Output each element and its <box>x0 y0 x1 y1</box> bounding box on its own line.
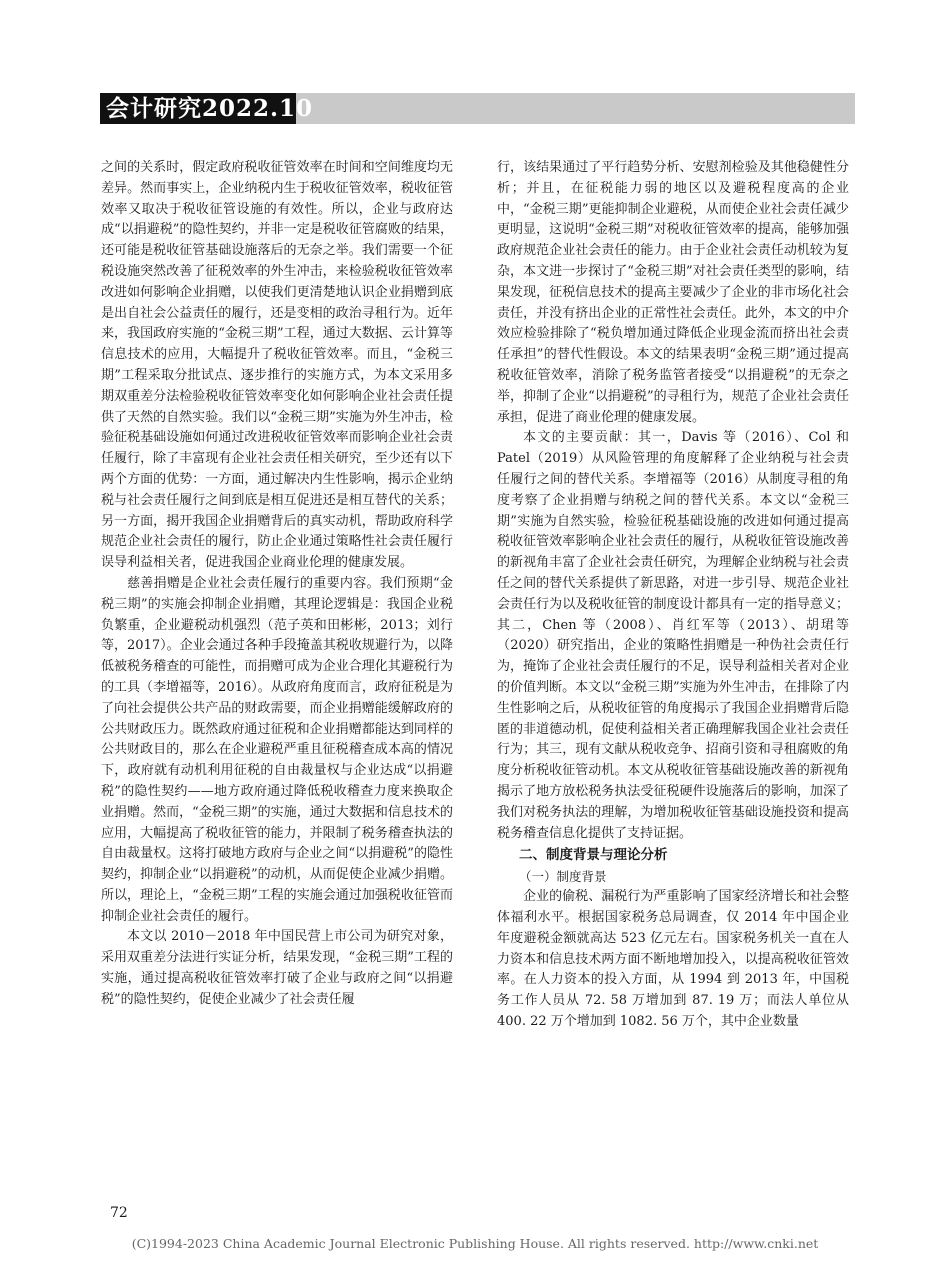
right-column <box>497 158 849 1033</box>
subsection-heading: （一）制度背景 <box>519 869 607 885</box>
paragraph: 本文以 2010－2018 年中国民营上市公司为研究对象，采用双重差分法进行实证分析，结果发现，“金税三期”工程的实施，通过提高税收征管效率打破了企业与政府之间“以捐避税”的隐性契约，促使企业减少了社会责任履 <box>101 929 453 1007</box>
section-heading: 二、制度背景与理论分析 <box>519 847 668 864</box>
left-column <box>101 158 453 1011</box>
paragraph: 企业的偷税、漏税行为严重影响了国家经济增长和社会整体福利水平。根据国家税务总局调查，仅 2014 年中国企业年度避税金额就高达 523 亿元左右。国家税务机关一直在人力资本和信息技术两方面不断地增加投入，以提高税收征管效率。在人力资本的投入方面，从 1994 到 2013 年，中国税务工作人员从 72. 58 万增加到 87. 19 万；而法人单位从 400. 22 万个增加到 1082. 56 万个，其中企业数量 <box>497 889 849 1030</box>
paragraph: 行，该结果通过了平行趋势分析、安慰剂检验及其他稳健性分析；并且，在征税能力弱的地区以及避税程度高的企业中，“金税三期”更能抑制企业避税，从而使企业社会责任减少更明显，这说明“金税三期”对税收征管效率的提高，能够加强政府规范企业社会责任的能力。由于企业社会责任动机较为复杂，本文进一步探讨了“金税三期”对社会责任类型的影响，结果发现，征税信息技术的提高主要减少了企业的非市场化社会责任，并没有挤出企业的正常性社会责任。此外，本文的中介效应检验排除了“税负增加通过降低企业现金流而挤出社会责任承担”的替代性假设。本文的结果表明“金税三期”通过提高税收征管效率，消除了税务监管者接受“以捐避税”的无奈之举，抑制了企业“以捐避税”的寻租行为，规范了企业社会责任承担，促进了商业伦理的健康发展。 <box>497 160 849 425</box>
copyright-footer: (C)1994-2023 China Academic Journal Electronic Publishing House. All rights reserved. http://www.cnki.net <box>131 1236 819 1251</box>
page-number: 72 <box>110 1205 128 1221</box>
journal-title: 会计研究2022.10 <box>106 95 314 122</box>
paragraph: 之间的关系时，假定政府税收征管效率在时间和空间维度均无差异。然而事实上，企业纳税内生于税收征管效率，税收征管效率又取决于税收征管设施的有效性。所以，企业与政府达成“以捐避税”的隐性契约，并非一定是税收征管腐败的结果，还可能是税收征管基础设施落后的无奈之举。我们需要一个征税设施突然改善了征税效率的外生冲击，来检验税收征管效率改进如何影响企业捐赠，以使我们更清楚地认识企业捐赠到底是出自社会公益责任的履行，还是变相的政治寻租行为。近年来，我国政府实施的“金税三期”工程，通过大数据、云计算等信息技术的应用，大幅提升了税收征管效率。而且，“金税三期”工程采取分批试点、逐步推行的实施方式，为本文采用多期双重差分法检验税收征管效率变化如何影响企业社会责任提供了天然的自然实验。我们以“金税三期”实施为外生冲击，检验征税基础设施如何通过改进税收征管效率而影响企业社会责任履行，除了丰富现有企业社会责任相关研究，至少还有以下两个方面的优势：一方面，通过解决内生性影响，揭示企业纳税与社会责任履行之间到底是相互促进还是相互替代的关系；另一方面，揭开我国企业捐赠背后的真实动机，帮助政府科学规范企业社会责任的履行，防止企业通过策略性社会责任履行误导利益相关者，促进我国企业商业伦理的健康发展。 <box>101 160 453 571</box>
paragraph: 慈善捐赠是企业社会责任履行的重要内容。我们预期“金税三期”的实施会抑制企业捐赠，其理论逻辑是：我国企业税负繁重，企业避税动机强烈（范子英和田彬彬，2013；刘行等，2017）。企业会通过各种手段掩盖其税收规避行为，以降低被税务稽查的可能性，而捐赠可成为企业合理化其避税行为的工具（李增福等，2016）。从政府角度而言，政府征税是为了向社会提供公共产品的财政需要，而企业捐赠能缓解政府的公共财政压力。既然政府通过征税和企业捐赠都能达到同样的公共财政目的，那么在企业避税严重且征税稽查成本高的情况下，政府就有动机利用征税的自由裁量权与企业达成“以捐避税”的隐性契约——地方政府通过降低税收稽查力度来换取企业捐赠。然而，“金税三期”的实施，通过大数据和信息技术的应用，大幅提高了税收征管的能力，并限制了税务稽查执法的自由裁量权。这将打破地方政府与企业之间“以捐避税”的隐性契约，抑制企业“以捐避税”的动机，从而促使企业减少捐赠。所以，理论上，“金税三期”工程的实施会通过加强税收征管而抑制企业社会责任的履行。 <box>101 575 453 924</box>
paragraph: 本文的主要贡献：其一，Davis 等（2016）、Col 和 Patel（2019）从风险管理的角度解释了企业纳税与社会责任履行之间的替代关系。李增福等（2016）从制度寻租的角度考察了企业捐赠与纳税之间的替代关系。本文以“金税三期”实施为自然实验，检验征税基础设施的改进如何通过提高税收征管效率影响企业社会责任的履行，从税收征管设施改善的新视角丰富了企业社会责任研究，为理解企业纳税与社会责任之间的替代关系提供了新思路，对进一步引导、规范企业社会责任行为以及税收征管的制度设计都具有一定的指导意义；其二，Chen 等（2008）、肖红军等（2013）、胡珺等（2020）研究指出，企业的策略性捐赠是一种伪社会责任行为，掩饰了企业社会责任履行的不足，误导利益相关者对企业的价值判断。本文以“金税三期”实施为外生冲击，在排除了内生性影响之后，从税收征管的角度揭示了我国企业捐赠背后隐匿的非道德动机，促使利益相关者正确理解我国企业社会责任行为；其三，现有文献从税收竞争、招商引资和寻租腐败的角度分析税收征管动机。本文从税收征管基础设施改善的新视角揭示了地方放松税务执法受征税硬件设施落后的影响，加深了我们对税务执法的理解，为增加税收征管基础设施投资和提高税务稽查信息化提供了支持证据。 <box>497 430 849 841</box>
